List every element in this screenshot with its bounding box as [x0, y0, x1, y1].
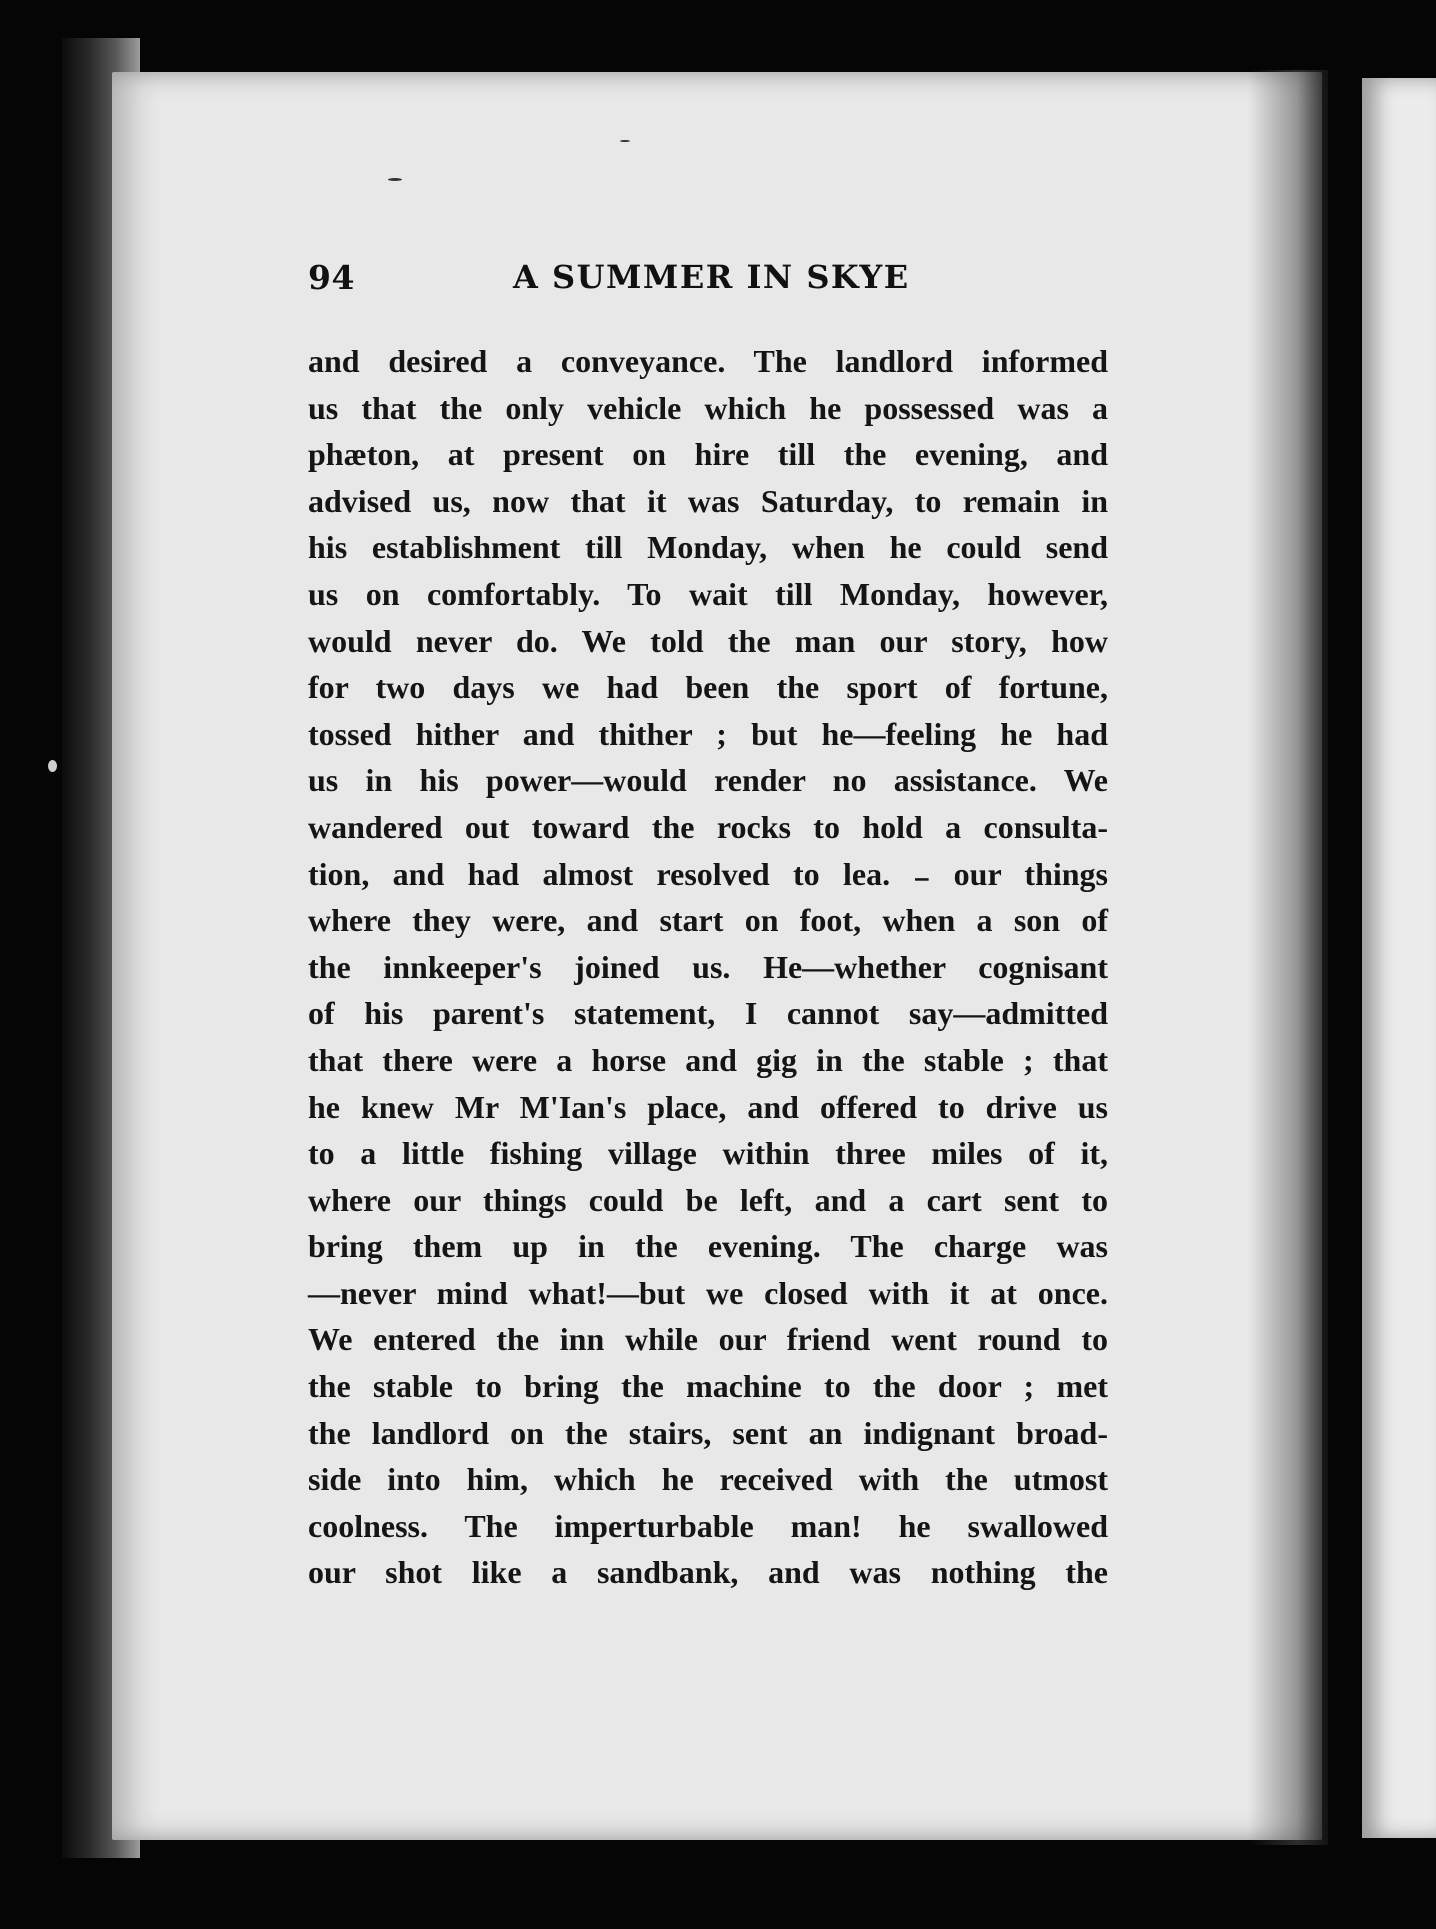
text-line: where they were, and start on foot, when a son of	[308, 902, 1108, 939]
text-line: advised us, now that it was Saturday, to remain in	[308, 482, 1108, 519]
text-line: us that the only vehicle which he possessed was a	[308, 389, 1108, 426]
running-head: A SUMMER IN SKYE	[513, 258, 910, 296]
gutter-shadow	[1248, 70, 1338, 1845]
text-line: tion, and had almost resolved to lea. ₋ our things	[308, 855, 1108, 892]
book-spine	[1328, 60, 1364, 1860]
text-line: his establishment till Monday, when he could send	[308, 529, 1108, 566]
text-line: of his parent's statement, I cannot say—admitted	[308, 995, 1108, 1032]
text-line: tossed hither and thither ; but he—feeling he had	[308, 715, 1108, 752]
text-line: We entered the inn while our friend went round to	[308, 1321, 1108, 1358]
text-line: and desired a conveyance. The landlord informed	[308, 343, 1108, 379]
scan-speck	[620, 140, 630, 142]
text-line: the stable to bring the machine to the door ; met	[308, 1368, 1108, 1405]
text-line: bring them up in the evening. The charge was	[308, 1228, 1108, 1265]
facing-page-edge	[1362, 78, 1436, 1838]
text-line: wandered out toward the rocks to hold a consulta-	[308, 808, 1108, 845]
scan-speck	[388, 178, 402, 181]
text-line: coolness. The imperturbable man! he swallowed	[308, 1507, 1108, 1544]
text-line: would never do. We told the man our story, how	[308, 622, 1108, 659]
text-line: our shot like a sandbank, and was nothing the	[308, 1554, 1108, 1591]
text-line: —never mind what!—but we closed with it at once.	[308, 1274, 1108, 1311]
text-line: us in his power—would render no assistance. We	[308, 762, 1108, 799]
page-number: 94	[308, 258, 355, 297]
text-line: that there were a horse and gig in the stable ; that	[308, 1041, 1108, 1078]
scan-speck	[48, 760, 57, 772]
text-line: to a little fishing village within three miles of it,	[308, 1135, 1108, 1172]
text-line: where our things could be left, and a cart sent to	[308, 1181, 1108, 1218]
text-line: the landlord on the stairs, sent an indignant broad-	[308, 1414, 1108, 1451]
body-text	[308, 338, 1108, 1596]
text-line: phæton, at present on hire till the evening, and	[308, 436, 1108, 473]
text-line: the innkeeper's joined us. He—whether cognisant	[308, 948, 1108, 985]
page-header	[308, 258, 1108, 308]
text-line: side into him, which he received with the utmost	[308, 1461, 1108, 1498]
text-line: for two days we had been the sport of fortune,	[308, 669, 1108, 706]
text-line: us on comfortably. To wait till Monday, however,	[308, 575, 1108, 612]
text-line: he knew Mr M'Ian's place, and offered to drive us	[308, 1088, 1108, 1125]
